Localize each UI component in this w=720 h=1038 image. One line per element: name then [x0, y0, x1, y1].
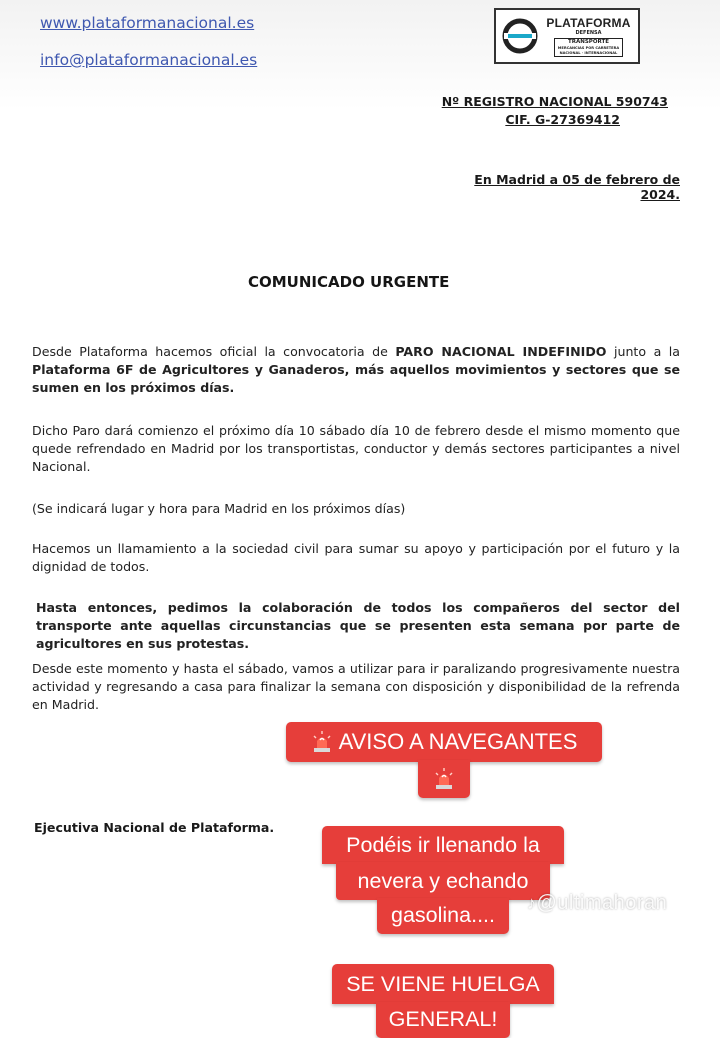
signature: Ejecutiva Nacional de Plataforma.	[34, 820, 275, 835]
aviso-sticker-tail	[418, 760, 470, 798]
paragraph-1-text-2: junto a la	[606, 344, 680, 359]
huelga-sticker-line-1: SE VIENE HUELGA	[332, 964, 554, 1004]
siren-icon	[433, 768, 455, 790]
cif-number: CIF. G-27369412	[505, 112, 620, 127]
document-title: COMUNICADO URGENTE	[248, 273, 450, 291]
plataforma-logo	[494, 8, 640, 64]
logo-subtitle-3: MERCANCIAS POR CARRETERA	[557, 45, 620, 50]
siren-icon	[311, 731, 333, 753]
huelga-sticker-line-2: GENERAL!	[376, 1002, 510, 1038]
paragraph-2: Dicho Paro dará comienzo el próximo día 10 sábado día 10 de febrero desde el mismo momento que quede refrendado en Madrid por los transportistas, conductor y demás sectores participantes a nivel Nacional.	[32, 423, 680, 474]
paragraph-1-bold: PARO NACIONAL INDEFINIDO	[395, 344, 607, 359]
registro-number: Nº REGISTRO NACIONAL 590743	[441, 94, 668, 109]
paragraph-4: Hacemos un llamamiento a la sociedad civil para sumar su apoyo y participación por el futuro y la dignidad de todos.	[32, 541, 680, 574]
nevera-sticker-line-1: Podéis ir llenando la	[322, 826, 564, 864]
logo-title: PLATAFORMA	[546, 15, 631, 30]
logo-subtitle-1: DEFENSA	[575, 29, 602, 36]
nevera-sticker-line-2: nevera y echando	[336, 862, 550, 900]
paragraph-3: (Se indicará lugar y hora para Madrid en los próximos días)	[32, 501, 406, 516]
tiktok-icon: ♪	[527, 893, 537, 913]
nevera-sticker-line-3: gasolina....	[377, 898, 509, 934]
logo-subtitle-4: NACIONAL · INTERNACIONAL	[559, 50, 618, 55]
aviso-sticker	[286, 722, 602, 762]
document-date: En Madrid a 05 de febrero de 2024.	[474, 172, 680, 202]
website-link[interactable]: www.plataformanacional.es	[40, 14, 255, 32]
logo-emblem-icon	[502, 18, 538, 54]
paragraph-1	[32, 343, 680, 397]
paragraph-1-bold-2: Plataforma 6F de Agricultores y Ganaderos, más aquellos movimientos y sectores que se sumen en los próximos días.	[32, 362, 680, 395]
paragraph-5: Hasta entonces, pedimos la colaboración de todos los compañeros del sector del transporte ante aquellas circunstancias que se presenten esta semana por parte de agricultores en sus protestas.	[36, 600, 680, 651]
watermark	[527, 892, 667, 915]
email-link[interactable]: info@plataformanacional.es	[40, 51, 258, 69]
paragraph-6: Desde este momento y hasta el sábado, vamos a utilizar para ir paralizando progresivamente nuestra actividad y regresando a casa para finalizar la semana con disposición y disponibilidad de la refrenda en Madrid.	[32, 661, 680, 712]
logo-subtitle-2: TRANSPORTE	[567, 38, 609, 45]
paragraph-1-text: Desde Plataforma hacemos oficial la convocatoria de	[32, 344, 396, 359]
watermark-text: @ultimahoran	[536, 892, 668, 914]
logo-box	[554, 38, 623, 57]
aviso-text: AVISO A NAVEGANTES	[338, 729, 578, 754]
